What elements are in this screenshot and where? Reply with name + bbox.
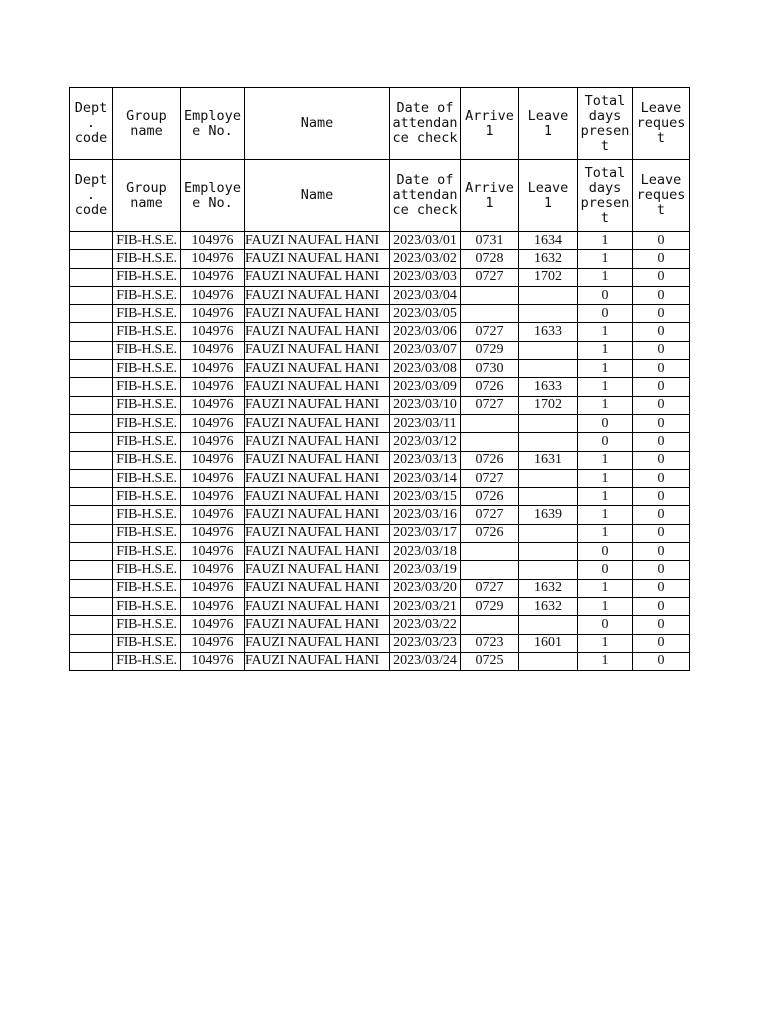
dept-code-cell (70, 543, 113, 561)
group-name-cell: FIB-H.S.E. (113, 250, 181, 268)
date-cell: 2023/03/11 (390, 414, 461, 432)
name-cell: FAUZI NAUFAL HANI (245, 433, 390, 451)
table-row (70, 341, 690, 359)
total-days-cell: 1 (578, 579, 633, 597)
date-cell: 2023/03/16 (390, 506, 461, 524)
date-cell: 2023/03/06 (390, 323, 461, 341)
group-name-cell: FIB-H.S.E. (113, 360, 181, 378)
name-cell: FAUZI NAUFAL HANI (245, 232, 390, 250)
date-cell: 2023/03/23 (390, 634, 461, 652)
leave-request-cell: 0 (633, 506, 690, 524)
group-name-cell: FIB-H.S.E. (113, 232, 181, 250)
leave-request-cell: 0 (633, 286, 690, 304)
header-group-name: Group name (113, 160, 181, 232)
group-name-cell: FIB-H.S.E. (113, 543, 181, 561)
date-cell: 2023/03/02 (390, 250, 461, 268)
date-cell: 2023/03/10 (390, 396, 461, 414)
name-cell: FAUZI NAUFAL HANI (245, 268, 390, 286)
date-cell: 2023/03/14 (390, 469, 461, 487)
leave-request-cell: 0 (633, 341, 690, 359)
leave-request-cell: 0 (633, 524, 690, 542)
total-days-cell: 1 (578, 524, 633, 542)
table-row (70, 524, 690, 542)
table-row (70, 305, 690, 323)
name-cell: FAUZI NAUFAL HANI (245, 414, 390, 432)
employee-no-cell: 104976 (181, 305, 245, 323)
total-days-cell: 1 (578, 488, 633, 506)
employee-no-cell: 104976 (181, 323, 245, 341)
group-name-cell: FIB-H.S.E. (113, 597, 181, 615)
employee-no-cell: 104976 (181, 360, 245, 378)
header-employee-no: Employe e No. (181, 88, 245, 160)
table-row (70, 597, 690, 615)
leave-cell: 1634 (519, 232, 578, 250)
total-days-cell: 1 (578, 360, 633, 378)
arrive-cell: 0731 (461, 232, 519, 250)
total-days-cell: 0 (578, 616, 633, 634)
arrive-cell: 0726 (461, 451, 519, 469)
leave-request-cell: 0 (633, 433, 690, 451)
name-cell: FAUZI NAUFAL HANI (245, 634, 390, 652)
table-row (70, 396, 690, 414)
name-cell: FAUZI NAUFAL HANI (245, 561, 390, 579)
leave-request-cell: 0 (633, 268, 690, 286)
table-row (70, 378, 690, 396)
group-name-cell: FIB-H.S.E. (113, 396, 181, 414)
total-days-cell: 1 (578, 652, 633, 670)
group-name-cell: FIB-H.S.E. (113, 652, 181, 670)
employee-no-cell: 104976 (181, 488, 245, 506)
leave-cell: 1639 (519, 506, 578, 524)
leave-request-cell: 0 (633, 232, 690, 250)
table-row (70, 652, 690, 670)
name-cell: FAUZI NAUFAL HANI (245, 506, 390, 524)
name-cell: FAUZI NAUFAL HANI (245, 488, 390, 506)
group-name-cell: FIB-H.S.E. (113, 378, 181, 396)
employee-no-cell: 104976 (181, 286, 245, 304)
group-name-cell: FIB-H.S.E. (113, 268, 181, 286)
arrive-cell: 0727 (461, 396, 519, 414)
name-cell: FAUZI NAUFAL HANI (245, 341, 390, 359)
total-days-cell: 0 (578, 561, 633, 579)
arrive-cell: 0726 (461, 488, 519, 506)
employee-no-cell: 104976 (181, 524, 245, 542)
employee-no-cell: 104976 (181, 250, 245, 268)
date-cell: 2023/03/05 (390, 305, 461, 323)
leave-request-cell: 0 (633, 652, 690, 670)
leave-cell (519, 543, 578, 561)
arrive-cell: 0727 (461, 323, 519, 341)
table-row (70, 286, 690, 304)
arrive-cell: 0727 (461, 506, 519, 524)
header-total-days: Total days presen t (578, 160, 633, 232)
arrive-cell: 0726 (461, 524, 519, 542)
employee-no-cell: 104976 (181, 451, 245, 469)
table-row (70, 469, 690, 487)
leave-cell (519, 414, 578, 432)
leave-cell (519, 286, 578, 304)
dept-code-cell (70, 414, 113, 432)
name-cell: FAUZI NAUFAL HANI (245, 616, 390, 634)
leave-request-cell: 0 (633, 250, 690, 268)
dept-code-cell (70, 378, 113, 396)
leave-request-cell: 0 (633, 488, 690, 506)
leave-cell: 1601 (519, 634, 578, 652)
total-days-cell: 1 (578, 268, 633, 286)
leave-request-cell: 0 (633, 579, 690, 597)
date-cell: 2023/03/20 (390, 579, 461, 597)
attendance-table (69, 87, 690, 671)
leave-cell (519, 360, 578, 378)
leave-cell (519, 433, 578, 451)
arrive-cell (461, 543, 519, 561)
arrive-cell: 0727 (461, 579, 519, 597)
employee-no-cell: 104976 (181, 652, 245, 670)
leave-request-cell: 0 (633, 597, 690, 615)
name-cell: FAUZI NAUFAL HANI (245, 469, 390, 487)
arrive-cell (461, 305, 519, 323)
dept-code-cell (70, 286, 113, 304)
employee-no-cell: 104976 (181, 378, 245, 396)
dept-code-cell (70, 232, 113, 250)
table-row (70, 634, 690, 652)
group-name-cell: FIB-H.S.E. (113, 414, 181, 432)
header-arrive: Arrive 1 (461, 160, 519, 232)
table-row (70, 451, 690, 469)
header-total-days: Total days presen t (578, 88, 633, 160)
leave-cell (519, 488, 578, 506)
date-cell: 2023/03/18 (390, 543, 461, 561)
dept-code-cell (70, 597, 113, 615)
leave-request-cell: 0 (633, 543, 690, 561)
table-row (70, 414, 690, 432)
name-cell: FAUZI NAUFAL HANI (245, 543, 390, 561)
leave-cell (519, 616, 578, 634)
header-leave-request: Leave reques t (633, 160, 690, 232)
arrive-cell: 0728 (461, 250, 519, 268)
group-name-cell: FIB-H.S.E. (113, 323, 181, 341)
date-cell: 2023/03/15 (390, 488, 461, 506)
employee-no-cell: 104976 (181, 579, 245, 597)
employee-no-cell: 104976 (181, 469, 245, 487)
date-cell: 2023/03/03 (390, 268, 461, 286)
total-days-cell: 1 (578, 506, 633, 524)
group-name-cell: FIB-H.S.E. (113, 561, 181, 579)
employee-no-cell: 104976 (181, 543, 245, 561)
date-cell: 2023/03/12 (390, 433, 461, 451)
header-group-name: Group name (113, 88, 181, 160)
group-name-cell: FIB-H.S.E. (113, 341, 181, 359)
leave-cell: 1631 (519, 451, 578, 469)
arrive-cell (461, 286, 519, 304)
leave-cell (519, 341, 578, 359)
name-cell: FAUZI NAUFAL HANI (245, 579, 390, 597)
total-days-cell: 1 (578, 469, 633, 487)
group-name-cell: FIB-H.S.E. (113, 634, 181, 652)
arrive-cell: 0727 (461, 469, 519, 487)
arrive-cell (461, 414, 519, 432)
header-date: Date of attendan ce check (390, 88, 461, 160)
date-cell: 2023/03/08 (390, 360, 461, 378)
leave-request-cell: 0 (633, 616, 690, 634)
leave-request-cell: 0 (633, 561, 690, 579)
table-row (70, 488, 690, 506)
header-leave: Leave 1 (519, 88, 578, 160)
name-cell: FAUZI NAUFAL HANI (245, 323, 390, 341)
group-name-cell: FIB-H.S.E. (113, 433, 181, 451)
leave-cell: 1633 (519, 378, 578, 396)
group-name-cell: FIB-H.S.E. (113, 579, 181, 597)
total-days-cell: 1 (578, 323, 633, 341)
leave-request-cell: 0 (633, 360, 690, 378)
arrive-cell: 0727 (461, 268, 519, 286)
employee-no-cell: 104976 (181, 634, 245, 652)
group-name-cell: FIB-H.S.E. (113, 451, 181, 469)
date-cell: 2023/03/21 (390, 597, 461, 615)
dept-code-cell (70, 652, 113, 670)
employee-no-cell: 104976 (181, 561, 245, 579)
leave-cell (519, 524, 578, 542)
dept-code-cell (70, 323, 113, 341)
table-row (70, 323, 690, 341)
total-days-cell: 1 (578, 232, 633, 250)
arrive-cell: 0730 (461, 360, 519, 378)
table-row (70, 360, 690, 378)
arrive-cell: 0729 (461, 597, 519, 615)
total-days-cell: 0 (578, 433, 633, 451)
table-row (70, 433, 690, 451)
dept-code-cell (70, 433, 113, 451)
leave-request-cell: 0 (633, 305, 690, 323)
arrive-cell (461, 433, 519, 451)
group-name-cell: FIB-H.S.E. (113, 488, 181, 506)
dept-code-cell (70, 469, 113, 487)
dept-code-cell (70, 250, 113, 268)
table-row (70, 250, 690, 268)
total-days-cell: 1 (578, 250, 633, 268)
date-cell: 2023/03/22 (390, 616, 461, 634)
header-date: Date of attendan ce check (390, 160, 461, 232)
name-cell: FAUZI NAUFAL HANI (245, 360, 390, 378)
dept-code-cell (70, 616, 113, 634)
leave-request-cell: 0 (633, 378, 690, 396)
name-cell: FAUZI NAUFAL HANI (245, 451, 390, 469)
table-row (70, 543, 690, 561)
dept-code-cell (70, 268, 113, 286)
group-name-cell: FIB-H.S.E. (113, 286, 181, 304)
dept-code-cell (70, 396, 113, 414)
name-cell: FAUZI NAUFAL HANI (245, 378, 390, 396)
leave-request-cell: 0 (633, 451, 690, 469)
date-cell: 2023/03/24 (390, 652, 461, 670)
total-days-cell: 1 (578, 341, 633, 359)
name-cell: FAUZI NAUFAL HANI (245, 286, 390, 304)
name-cell: FAUZI NAUFAL HANI (245, 396, 390, 414)
leave-request-cell: 0 (633, 469, 690, 487)
header-row (70, 88, 690, 160)
leave-cell (519, 652, 578, 670)
total-days-cell: 0 (578, 414, 633, 432)
employee-no-cell: 104976 (181, 341, 245, 359)
leave-cell: 1702 (519, 268, 578, 286)
table-row (70, 506, 690, 524)
header-row-repeat (70, 160, 690, 232)
leave-cell: 1702 (519, 396, 578, 414)
leave-cell: 1633 (519, 323, 578, 341)
header-name: Name (245, 88, 390, 160)
leave-request-cell: 0 (633, 634, 690, 652)
leave-request-cell: 0 (633, 323, 690, 341)
dept-code-cell (70, 360, 113, 378)
dept-code-cell (70, 506, 113, 524)
table-row (70, 561, 690, 579)
leave-request-cell: 0 (633, 414, 690, 432)
table-row (70, 579, 690, 597)
employee-no-cell: 104976 (181, 232, 245, 250)
table-row (70, 616, 690, 634)
dept-code-cell (70, 634, 113, 652)
group-name-cell: FIB-H.S.E. (113, 506, 181, 524)
employee-no-cell: 104976 (181, 433, 245, 451)
header-name: Name (245, 160, 390, 232)
table-row (70, 268, 690, 286)
arrive-cell (461, 561, 519, 579)
total-days-cell: 0 (578, 305, 633, 323)
employee-no-cell: 104976 (181, 616, 245, 634)
name-cell: FAUZI NAUFAL HANI (245, 652, 390, 670)
date-cell: 2023/03/04 (390, 286, 461, 304)
date-cell: 2023/03/01 (390, 232, 461, 250)
name-cell: FAUZI NAUFAL HANI (245, 524, 390, 542)
leave-request-cell: 0 (633, 396, 690, 414)
employee-no-cell: 104976 (181, 597, 245, 615)
header-leave: Leave 1 (519, 160, 578, 232)
group-name-cell: FIB-H.S.E. (113, 524, 181, 542)
dept-code-cell (70, 488, 113, 506)
dept-code-cell (70, 524, 113, 542)
arrive-cell (461, 616, 519, 634)
leave-cell: 1632 (519, 579, 578, 597)
total-days-cell: 0 (578, 286, 633, 304)
employee-no-cell: 104976 (181, 506, 245, 524)
group-name-cell: FIB-H.S.E. (113, 469, 181, 487)
total-days-cell: 1 (578, 396, 633, 414)
total-days-cell: 1 (578, 597, 633, 615)
employee-no-cell: 104976 (181, 414, 245, 432)
arrive-cell: 0725 (461, 652, 519, 670)
date-cell: 2023/03/09 (390, 378, 461, 396)
leave-cell (519, 305, 578, 323)
leave-cell (519, 469, 578, 487)
group-name-cell: FIB-H.S.E. (113, 305, 181, 323)
arrive-cell: 0729 (461, 341, 519, 359)
dept-code-cell (70, 341, 113, 359)
header-leave-request: Leave reques t (633, 88, 690, 160)
header-employee-no: Employe e No. (181, 160, 245, 232)
dept-code-cell (70, 451, 113, 469)
date-cell: 2023/03/17 (390, 524, 461, 542)
dept-code-cell (70, 561, 113, 579)
table-row (70, 232, 690, 250)
header-dept-code: Dept . code (70, 88, 113, 160)
dept-code-cell (70, 305, 113, 323)
total-days-cell: 1 (578, 451, 633, 469)
total-days-cell: 0 (578, 543, 633, 561)
date-cell: 2023/03/07 (390, 341, 461, 359)
date-cell: 2023/03/19 (390, 561, 461, 579)
header-dept-code: Dept . code (70, 160, 113, 232)
name-cell: FAUZI NAUFAL HANI (245, 250, 390, 268)
leave-cell: 1632 (519, 597, 578, 615)
arrive-cell: 0726 (461, 378, 519, 396)
date-cell: 2023/03/13 (390, 451, 461, 469)
arrive-cell: 0723 (461, 634, 519, 652)
leave-cell (519, 561, 578, 579)
total-days-cell: 1 (578, 634, 633, 652)
header-arrive: Arrive 1 (461, 88, 519, 160)
leave-cell: 1632 (519, 250, 578, 268)
total-days-cell: 1 (578, 378, 633, 396)
name-cell: FAUZI NAUFAL HANI (245, 305, 390, 323)
name-cell: FAUZI NAUFAL HANI (245, 597, 390, 615)
dept-code-cell (70, 579, 113, 597)
employee-no-cell: 104976 (181, 396, 245, 414)
employee-no-cell: 104976 (181, 268, 245, 286)
group-name-cell: FIB-H.S.E. (113, 616, 181, 634)
